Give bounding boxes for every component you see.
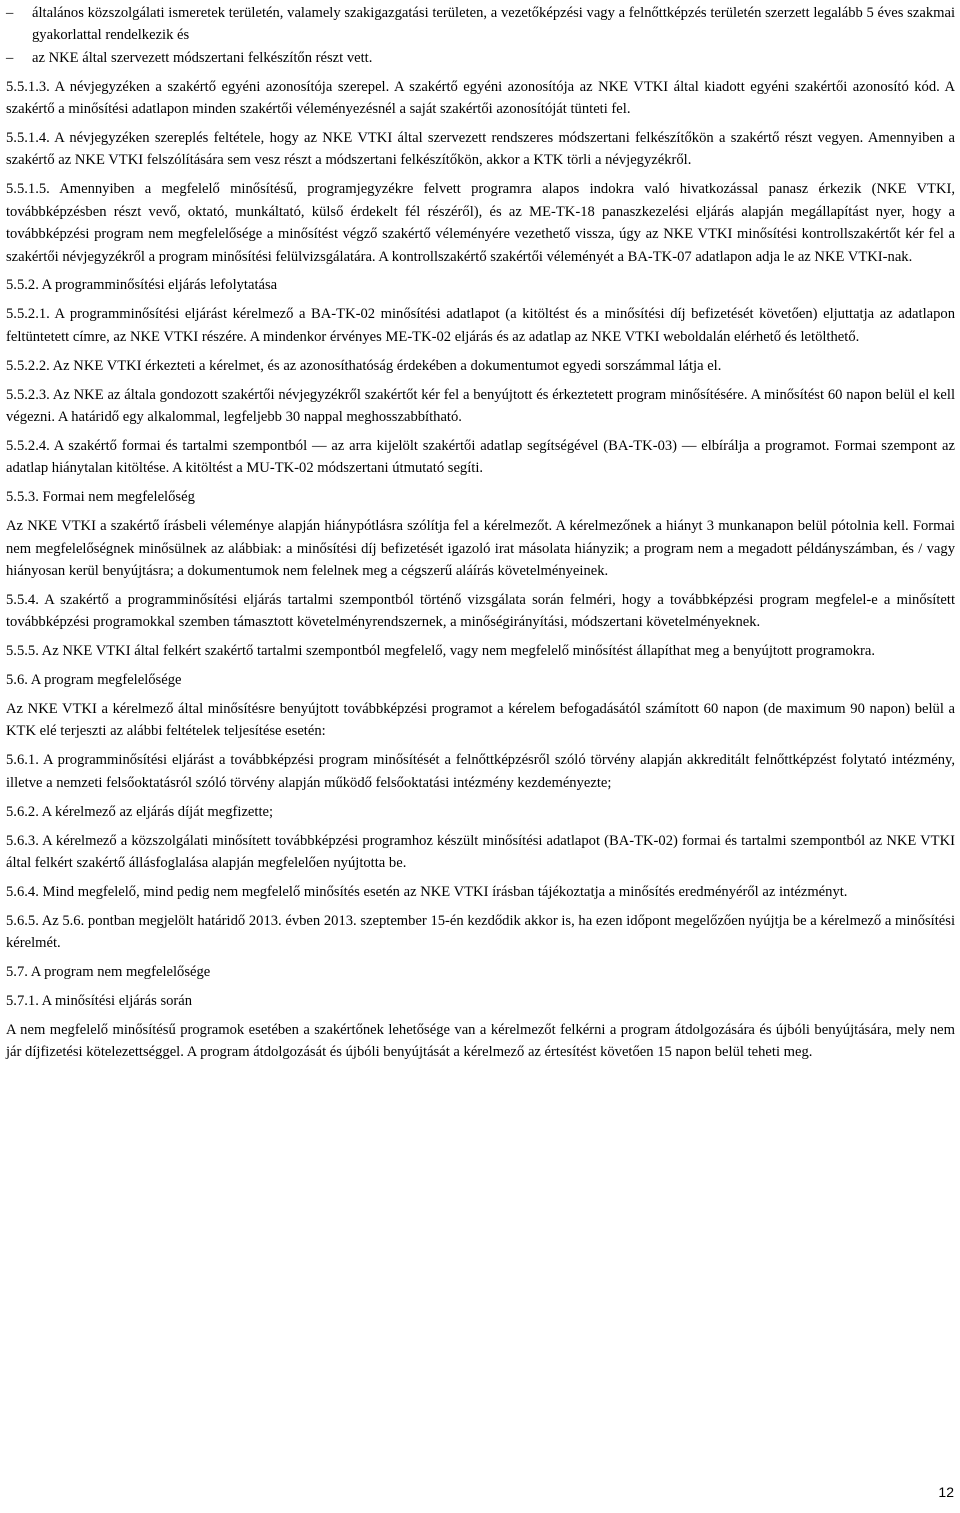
paragraph: 5.6.1. A programminősítési eljárást a továbbképzési program minősítését a felnőttképzésről szóló törvény alapján akkreditált felnőttképzést folytató intézmény, illetve a nemzeti felsőoktatásról szóló törvény alapján működő felsőoktatási intézmény kezdeményezte; bbox=[6, 752, 955, 791]
section-heading: 5.5.3. Formai nem megfelelőség bbox=[6, 489, 195, 506]
paragraph: Az NKE VTKI a kérelmező által minősítésre benyújtott továbbképzési programot a kérelem befogadásától számított 60 napon (de maximum 90 napon) belül a KTK elé terjeszti az alábbi feltételek teljesítése esetén: bbox=[6, 700, 955, 740]
bullet-marker: – bbox=[6, 49, 14, 66]
page-number: 12 bbox=[938, 1484, 954, 1500]
paragraph: 5.5.2.4. A szakértő formai és tartalmi szempontból — az arra kijelölt szakértői adatlap segítségével (BA-TK-03) — elbírálja a programot. Formai szempont az adatlap hiánytalan kitöltése. A kitöltést a MU-TK-02 módszertani útmutató segíti. bbox=[6, 437, 955, 477]
document-page bbox=[6, 2, 955, 1064]
paragraph: 5.5.1.5. Amennyiben a megfelelő minősítésű, programjegyzékre felvett programra alapos indokra való hivatkozással panasz érkezik (NKE VTKI, továbbképzésben részt vevő, oktató, munkáltató, külső érdekelt fél részéről), és az ME-TK-18 panaszkezelési eljárás alapján megállapítást nyer, hogy a továbbképzési program nem megfelelősége a minősítést végző szakértő véleményére vezethető vissza, úgy az NKE VTKI minősítési kontrollszakértőt kér fel a szakértői névjegyzékről a program minősítési felülvizsgálatára. A kontrollszakértő szakértői véleményét a BA-TK-07 adatlapon adja le az NKE VTKI-nak. bbox=[6, 181, 955, 265]
bullet-text: az NKE által szervezett módszertani felkészítőn részt vett. bbox=[32, 49, 373, 66]
paragraph: 5.5.4. A szakértő a programminősítési eljárás tartalmi szempontból történő vizsgálata során felméri, hogy a továbbképzési program megfelel-e a minősített továbbképzési programokkal szemben támasztott követelményrendszernek, a minőségirányítási, módszertani követelményeknek. bbox=[6, 591, 955, 631]
section-heading: 5.7.1. A minősítési eljárás során bbox=[6, 992, 193, 1009]
paragraph: 5.5.1.4. A névjegyzéken szereplés feltétele, hogy az NKE VTKI által szervezett rendszeres módszertani felkészítőkön a szakértő részt vegyen. Amennyiben a szakértő az NKE VTKI felszólítására sem vesz részt a módszertani felkészítőkön, akkor a KTK törli a névjegyzékről. bbox=[6, 130, 955, 169]
paragraph: 5.6.5. Az 5.6. pontban megjelölt határidő 2013. évben 2013. szeptember 15-én kezdődik akkor is, ha ezen időpont megelőzően nyújtja be a kérelmező a minősítési kérelmét. bbox=[6, 912, 955, 952]
bullet-item bbox=[6, 47, 955, 69]
paragraph: 5.6.3. A kérelmező a közszolgálati minősített továbbképzési programhoz készült minősítési adatlapot (BA-TK-02) formai és tartalmi szempontból az NKE VTKI által felkért szakértő állásfoglalása alapján megfelelően nyújtotta be. bbox=[6, 832, 955, 871]
paragraph: 5.5.2.2. Az NKE VTKI érkezteti a kérelmet, és az azonosíthatóság érdekében a dokumentumot egyedi sorszámmal látja el. bbox=[6, 357, 722, 374]
section-heading: 5.7. A program nem megfelelősége bbox=[6, 964, 211, 981]
paragraph: 5.6.2. A kérelmező az eljárás díját megfizette; bbox=[6, 803, 274, 820]
bullet-marker: – bbox=[6, 5, 14, 21]
bullet-item bbox=[6, 2, 955, 47]
paragraph: 5.5.2.1. A programminősítési eljárást kérelmező a BA-TK-02 minősítési adatlapot (a kitöltést és a minősítési díj befizetését követően) eljuttatja az adatlapon feltüntetett címre, az NKE VTKI részére. A mindenkor érvényes ME-TK-02 eljárás és az adatlap az NKE VTKI weboldalán elérhető és letölthető. bbox=[6, 306, 955, 345]
section-heading: 5.6. A program megfelelősége bbox=[6, 672, 182, 689]
bullet-text: általános közszolgálati ismeretek területén, valamely szakigazgatási területen, a vezetőképzési vagy a felnőttképzés területén szerzett legalább 5 éves szakmai gyakorlattal rendelkezik és bbox=[32, 5, 955, 44]
paragraph: 5.6.4. Mind megfelelő, mind pedig nem megfelelő minősítés esetén az NKE VTKI írásban tájékoztatja a minősítés eredményéről az intézményt. bbox=[6, 883, 848, 900]
paragraph: 5.5.5. Az NKE VTKI által felkért szakértő tartalmi szempontból megfelelő, vagy nem megfelelő minősítést állapíthat meg a benyújtott programokra. bbox=[6, 643, 876, 660]
paragraph: 5.5.2.3. Az NKE az általa gondozott szakértői névjegyzékről szakértőt kér fel a benyújtott és érkeztetett program minősítésére. A minősítést 60 napon belül el kell végezni. A határidő egy alkalommal, legfeljebb 30 nappal meghosszabbítható. bbox=[6, 386, 955, 425]
paragraph: A nem megfelelő minősítésű programok esetében a szakértőnek lehetősége van a kérelmezőt felkérni a program átdolgozására és újbóli benyújtására, mely nem jár díjfizetési kötelezettséggel. A program átdolgozását és újbóli benyújtását a kérelmező az értesítést követően 15 napon belül teheti meg. bbox=[6, 1021, 955, 1061]
section-heading: 5.5.2. A programminősítési eljárás lefolytatása bbox=[6, 277, 278, 294]
paragraph: Az NKE VTKI a szakértő írásbeli véleménye alapján hiánypótlásra szólítja fel a kérelmezőt. A kérelmezőnek a hiányt 3 munkanapon belül pótolnia kell. Formai nem megfelelőségnek minősülnek az alábbiak: a minősítési díj befizetését igazoló irat másolata hiányzik; a program nem a megadott példányszámban, és / vagy hiányosan kerül benyújtásra; a dokumentumok nem felelnek meg a cégszerű aláírás követelményeinek. bbox=[6, 518, 955, 579]
paragraph: 5.5.1.3. A névjegyzéken a szakértő egyéni azonosítója szerepel. A szakértő egyéni azonosítója az NKE VTKI által kiadott egyéni szakértői azonosító kód. A szakértő a minősítési adatlapon minden szakértői véleményezésnél a saját szakértői azonosítóját tünteti fel. bbox=[6, 78, 955, 118]
